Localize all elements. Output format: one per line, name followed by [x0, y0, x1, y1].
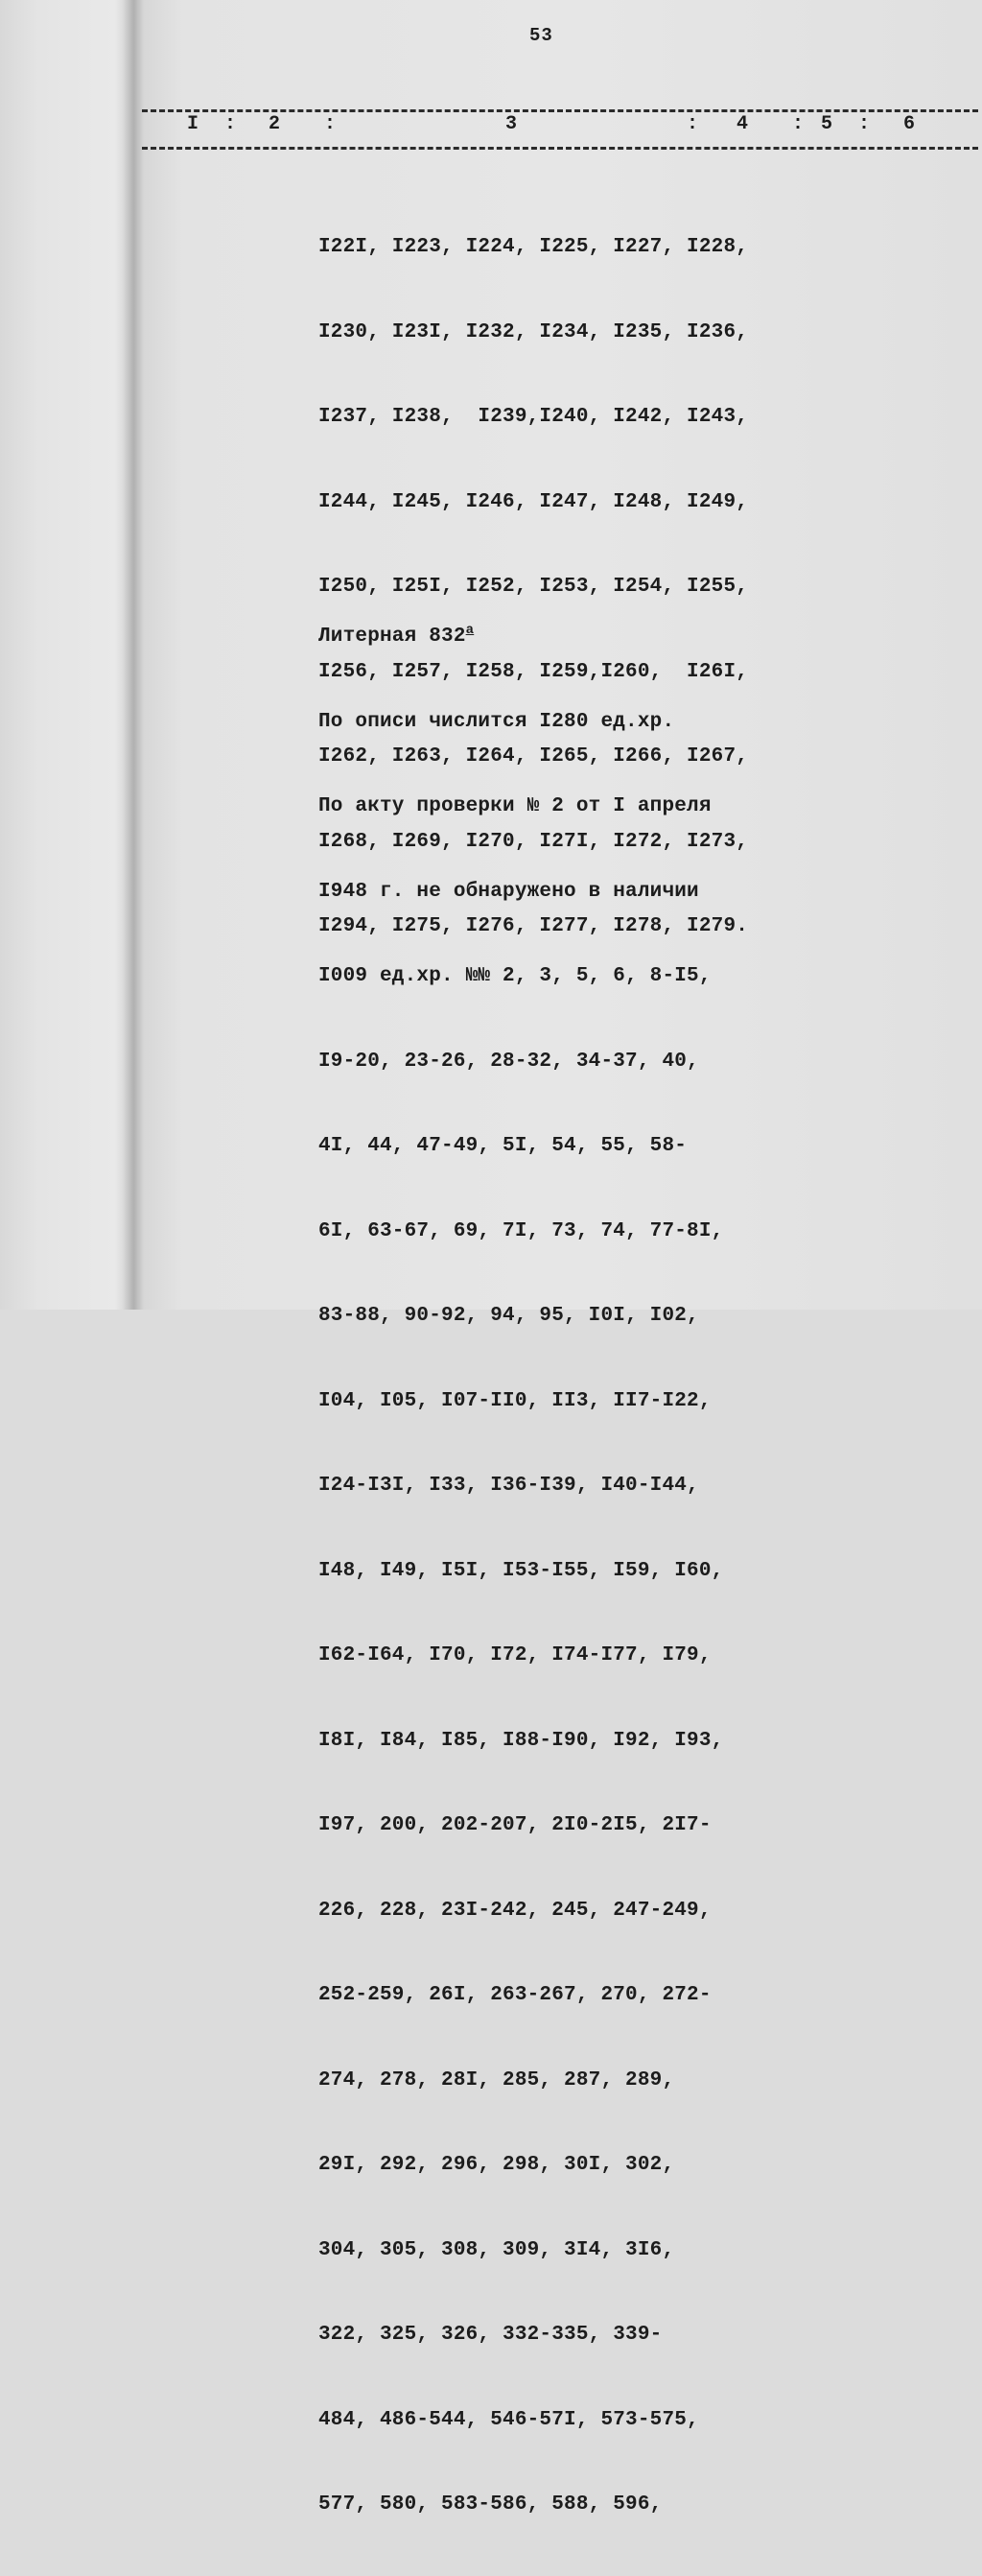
literal-text-line: I24-I3I, I33, I36-I39, I40-I44, — [318, 1475, 699, 1497]
column-header-6: 6 — [903, 113, 916, 135]
table-header-bottom-rule — [142, 147, 978, 150]
unit-numbers-line: I244, I245, I246, I247, I248, I249, — [318, 490, 749, 513]
literal-text-line: 322, 325, 326, 332-335, 339- — [318, 2324, 663, 2346]
column-header-3: 3 — [505, 113, 518, 135]
literal-text-line: 83-88, 90-92, 94, 95, I0I, I02, — [318, 1305, 699, 1327]
column-separator: : — [224, 113, 237, 135]
column-header-4: 4 — [736, 113, 749, 135]
unit-numbers-line: I256, I257, I258, I259,I260, I26I, — [318, 660, 749, 683]
unit-numbers-line: I230, I23I, I232, I234, I235, I236, — [318, 320, 749, 343]
literal-section-title — [318, 617, 723, 651]
unit-numbers-line: I294, I275, I276, I277, I278, I279. — [318, 915, 749, 937]
literal-text-line: По акту проверки № 2 от I апреля — [318, 795, 712, 817]
book-binding-shadow — [123, 0, 144, 1310]
literal-text-line: 304, 305, 308, 309, 3I4, 3I6, — [318, 2238, 675, 2261]
column-header-1: I — [187, 113, 199, 135]
literal-text-line: 274, 278, 28I, 285, 287, 289, — [318, 2068, 675, 2092]
literal-text-line: 4I, 44, 47-49, 5I, 54, 55, 58- — [318, 1135, 688, 1157]
unit-numbers-line: I268, I269, I270, I27I, I272, I273, — [318, 830, 749, 853]
literal-text-line: 29I, 292, 296, 298, 30I, 302, — [318, 2154, 675, 2176]
literal-text-line: 6I, 63-67, 69, 7I, 73, 74, 77-8I, — [318, 1219, 724, 1242]
literal-text-line: I9-20, 23-26, 28-32, 34-37, 40, — [318, 1050, 699, 1073]
literal-text-line: I97, 200, 202-207, 2I0-2I5, 2I7- — [318, 1814, 712, 1836]
column-header-2: 2 — [269, 113, 281, 135]
literal-text-line: I48, I49, I5I, I53-I55, I59, I60, — [318, 1559, 724, 1582]
literal-section — [318, 560, 723, 2576]
literal-title-superscript: а — [465, 623, 475, 638]
unit-numbers-line: I22I, I223, I224, I225, I227, I228, — [318, 236, 749, 258]
unit-numbers-line: I237, I238, I239,I240, I242, I243, — [318, 406, 749, 428]
column-separator: : — [792, 113, 805, 135]
literal-text-line: 226, 228, 23I-242, 245, 247-249, — [318, 1899, 712, 1922]
literal-text-line: По описи числится I280 ед.хр. — [318, 710, 675, 733]
table-header-top-rule — [142, 109, 978, 112]
literal-text-line: I8I, I84, I85, I88-I90, I92, I93, — [318, 1729, 724, 1752]
unit-numbers-line: I262, I263, I264, I265, I266, I267, — [318, 745, 749, 768]
literal-text-line: I04, I05, I07-II0, II3, II7-I22, — [318, 1389, 712, 1412]
literal-text-line: 484, 486-544, 546-57I, 573-575, — [318, 2408, 699, 2431]
column-header-5: 5 — [821, 113, 833, 135]
column-separator: : — [324, 113, 337, 135]
literal-text-line: 252-259, 26I, 263-267, 270, 272- — [318, 1984, 712, 2006]
literal-text-line: I62-I64, I70, I72, I74-I77, I79, — [318, 1644, 712, 1666]
page-number: 53 — [529, 25, 553, 46]
column-separator: : — [687, 113, 699, 135]
unit-numbers-line: I250, I25I, I252, I253, I254, I255, — [318, 576, 749, 598]
literal-text-line: I948 г. не обнаружено в наличии — [318, 880, 699, 903]
literal-text-line: I009 ед.хр. №№ 2, 3, 5, 6, 8-I5, — [318, 965, 712, 987]
literal-text-line: 577, 580, 583-586, 588, 596, — [318, 2493, 663, 2516]
literal-title-text: Литерная 832 — [318, 626, 466, 648]
column-separator: : — [858, 113, 871, 135]
